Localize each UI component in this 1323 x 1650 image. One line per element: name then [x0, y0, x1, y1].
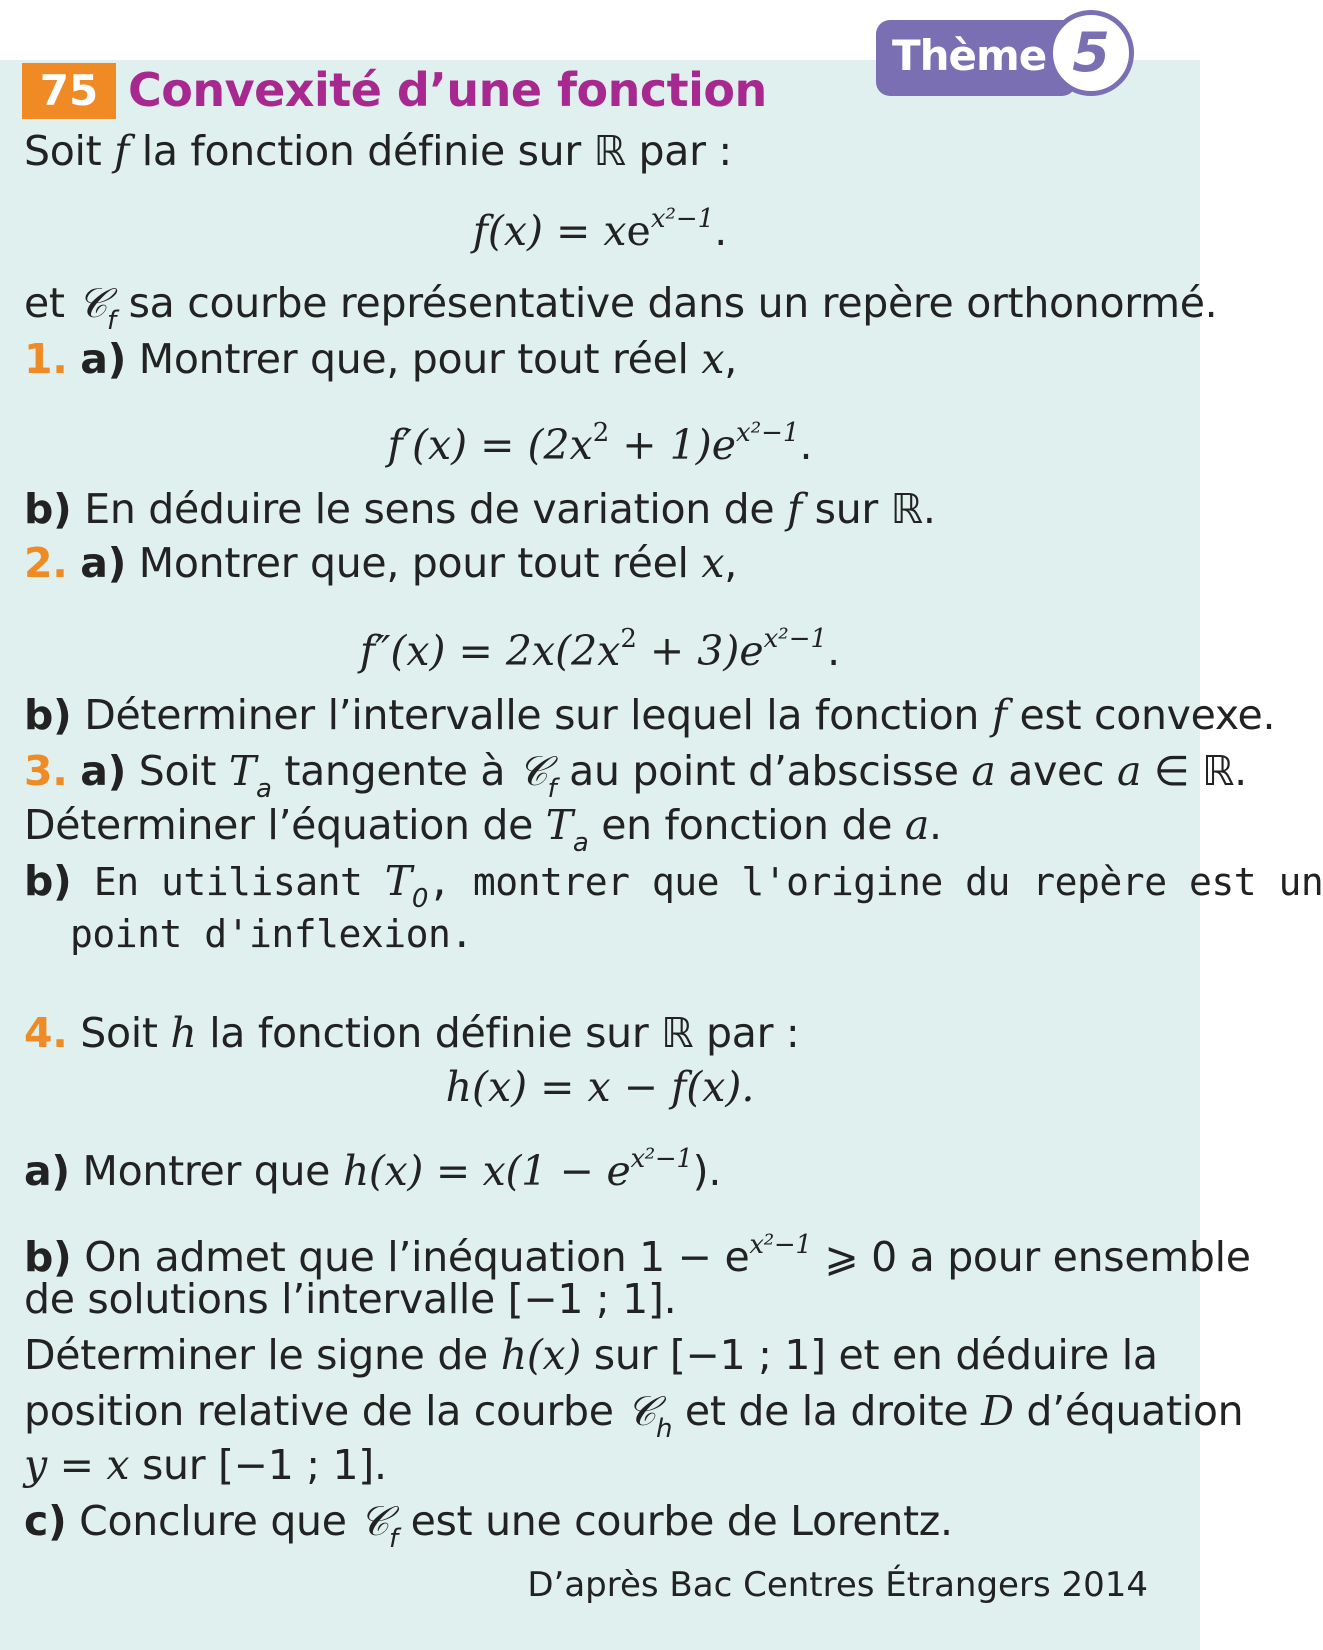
q3-b-line2: point d'inflexion. — [70, 912, 473, 956]
source-citation: D’après Bac Centres Étrangers 2014 — [527, 1565, 1148, 1605]
q4-b-line2: de solutions l’intervalle [−1 ; 1]. — [24, 1275, 677, 1323]
q1-a: 1. a) Montrer que, pour tout réel x, — [24, 335, 737, 383]
q4-b-line3: Déterminer le signe de h(x) sur [−1 ; 1] et en déduire la — [24, 1331, 1158, 1379]
formula-h: h(x) = x − f(x). — [445, 1063, 755, 1111]
q4-intro: 4. Soit h la fonction définie sur ℝ par : — [24, 1009, 800, 1057]
q1-b: b) En déduire le sens de variation de f sur ℝ. — [24, 485, 936, 533]
exercise-title: Convexité d’une fonction — [128, 63, 767, 117]
exercise-number: 75 — [22, 63, 116, 119]
q4-a: a) Montrer que $h(x) = x(1 - e^{x^2-1})$. — [24, 1144, 722, 1195]
theme-number: 5 — [1048, 10, 1134, 96]
q3-b: b) En utilisant $T_0$, montrer que l'origine du repère est un — [24, 857, 1323, 914]
q4-b-line4: position relative de la courbe 𝒞$_h$ et de la droite D d’équation — [24, 1387, 1244, 1444]
formula-f-second: $f''(x) = 2x(2x^2 + 3)e^{x^2-1}$. — [359, 624, 841, 675]
q2-a: 2. a) Montrer que, pour tout réel x, — [24, 539, 737, 587]
formula-f: $f(x) = xe^{x^2-1}$. — [472, 204, 728, 255]
intro-line-2: et 𝒞$_f$ sa courbe représentative dans un repère orthonormé. — [24, 279, 1218, 336]
q3-a-line2: Déterminer l’équation de $T_a$ en fonction de a. — [24, 801, 942, 858]
q2-b: b) Déterminer l’intervalle sur lequel la fonction f est convexe. — [24, 691, 1276, 739]
q4-c: c) Conclure que 𝒞$_f$ est une courbe de Lorentz. — [24, 1497, 953, 1554]
theme-label: Thème — [892, 31, 1047, 80]
intro-line-1: Soit f la fonction définie sur ℝ par : — [24, 127, 732, 175]
q4-b: b) On admet que l’inéquation $1 - e^{x^2-1}$ ⩾ 0 a pour ensemble — [24, 1230, 1251, 1281]
formula-f-prime: $f'(x) = (2x^2 + 1)e^{x^2-1}$. — [387, 418, 813, 469]
q4-b-line5: y = x sur [−1 ; 1]. — [24, 1441, 387, 1489]
q3-a: 3. a) Soit $T_a$ tangente à 𝒞$_f$ au point d’abscisse a avec a ∈ ℝ. — [24, 747, 1247, 804]
